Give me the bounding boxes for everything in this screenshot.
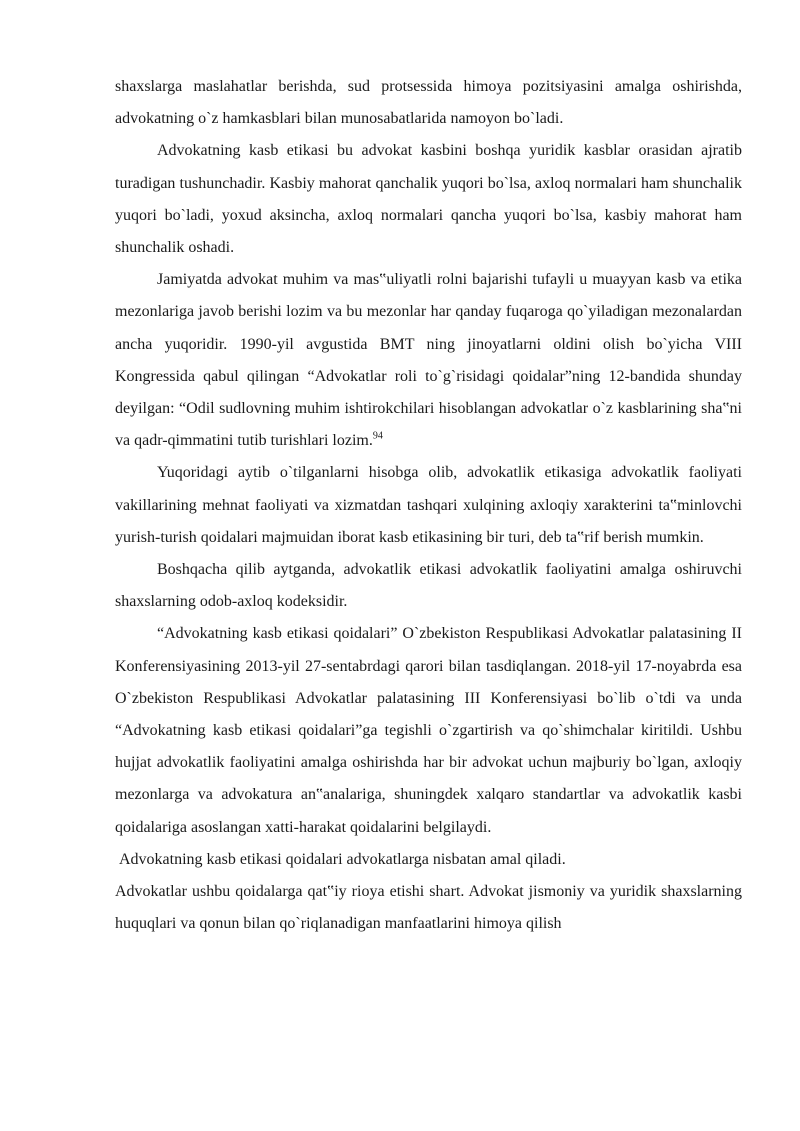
paragraph-definition: Yuqoridagi aytib o`tilganlarni hisobga olib, advokatlik etikasiga advokatlik faoliyati vakillarining mehnat faoliyati va xizmatdan tashqari xulqining axloqiy xarakterini ta‟minlovchi yurish-turish qoidalari majmuidan iborat kasb etikasining bir turi, deb ta‟rif berish mumkin.: [115, 464, 742, 546]
paragraph-rules-scope: Advokatning kasb etikasi qoidalari advokatlarga nisbatan amal qiladi.: [119, 850, 566, 868]
paragraph-society-role-text: Jamiyatda advokat muhim va mas‟uliyatli rolni bajarishi tufayli u muayyan kasb va etika mezonlariga javob berishi lozim va bu mezonlar har qanday fuqaroga qo`yiladigan mezonalardan ancha yuqoridir. 1990-yil avgustida BMT ning jinoyatlarni oldini olish bo`yicha VIII Kongressida qabul qilingan “Advokatlar roli to`g`risidagi qoidalar”ning 12-bandida shunday deyilgan: “Odil sudlovning muhim ishtirokchilari hisoblangan advokatlar o`z kasblarining sha‟ni va qadr-qimmatini tutib turishlari lozim.: [115, 271, 742, 450]
paragraph-continuation: shaxslarga maslahatlar berishda, sud protsessida himoya pozitsiyasini amalga oshirishda, advokatning o`z hamkasblari bilan munosabatlarida namoyon bo`ladi.: [115, 78, 742, 128]
document-page: [115, 71, 742, 940]
footnote-reference[interactable]: 94: [372, 430, 383, 442]
paragraph-society-role: [115, 264, 742, 457]
paragraph-rules-history: “Advokatning kasb etikasi qoidalari” O`zbekiston Respublikasi Advokatlar palatasining II Konferensiyasining 2013-yil 27-sentabrdagi qarori bilan tasdiqlangan. 2018-yil 17-noyabrda esa O`zbekiston Respublikasi Advokatlar palatasining III Konferensiyasi bo`lib o`tdi va unda “Advokatning kasb etikasi qoidalari”ga tegishli o`zgartirish va qo`shimchalar kiritildi. Ushbu hujjat advokatlik faoliyatini amalga oshirishda har bir advokat uchun majburiy bo`lgan, axloqiy mezonlarga va advokatura an‟analariga, shuningdek xalqaro standartlar va advokatlik kasbi qoidalariga asoslangan xatti-harakat qoidalarini belgilaydi.: [115, 625, 742, 836]
paragraph-code-of-conduct: Boshqacha qilib aytganda, advokatlik etikasi advokatlik faoliyatini amalga oshiruvchi shaxslarning odob-axloq kodeksidir.: [115, 561, 742, 611]
paragraph-professional-ethics: Advokatning kasb etikasi bu advokat kasbini boshqa yuridik kasblar orasidan ajratib turadigan tushunchadir. Kasbiy mahorat qanchalik yuqori bo`lsa, axloq normalari ham shunchalik yuqori bo`ladi, yoxud aksincha, axloq normalari qancha yuqori bo`lsa, kasbiy mahorat ham shunchalik oshadi.: [115, 142, 742, 257]
paragraph-compliance: Advokatlar ushbu qoidalarga qat‟iy rioya etishi shart. Advokat jismoniy va yuridik shaxslarning huquqlari va qonun bilan qo`riqlanadigan manfaatlarini himoya qilish: [115, 883, 742, 933]
